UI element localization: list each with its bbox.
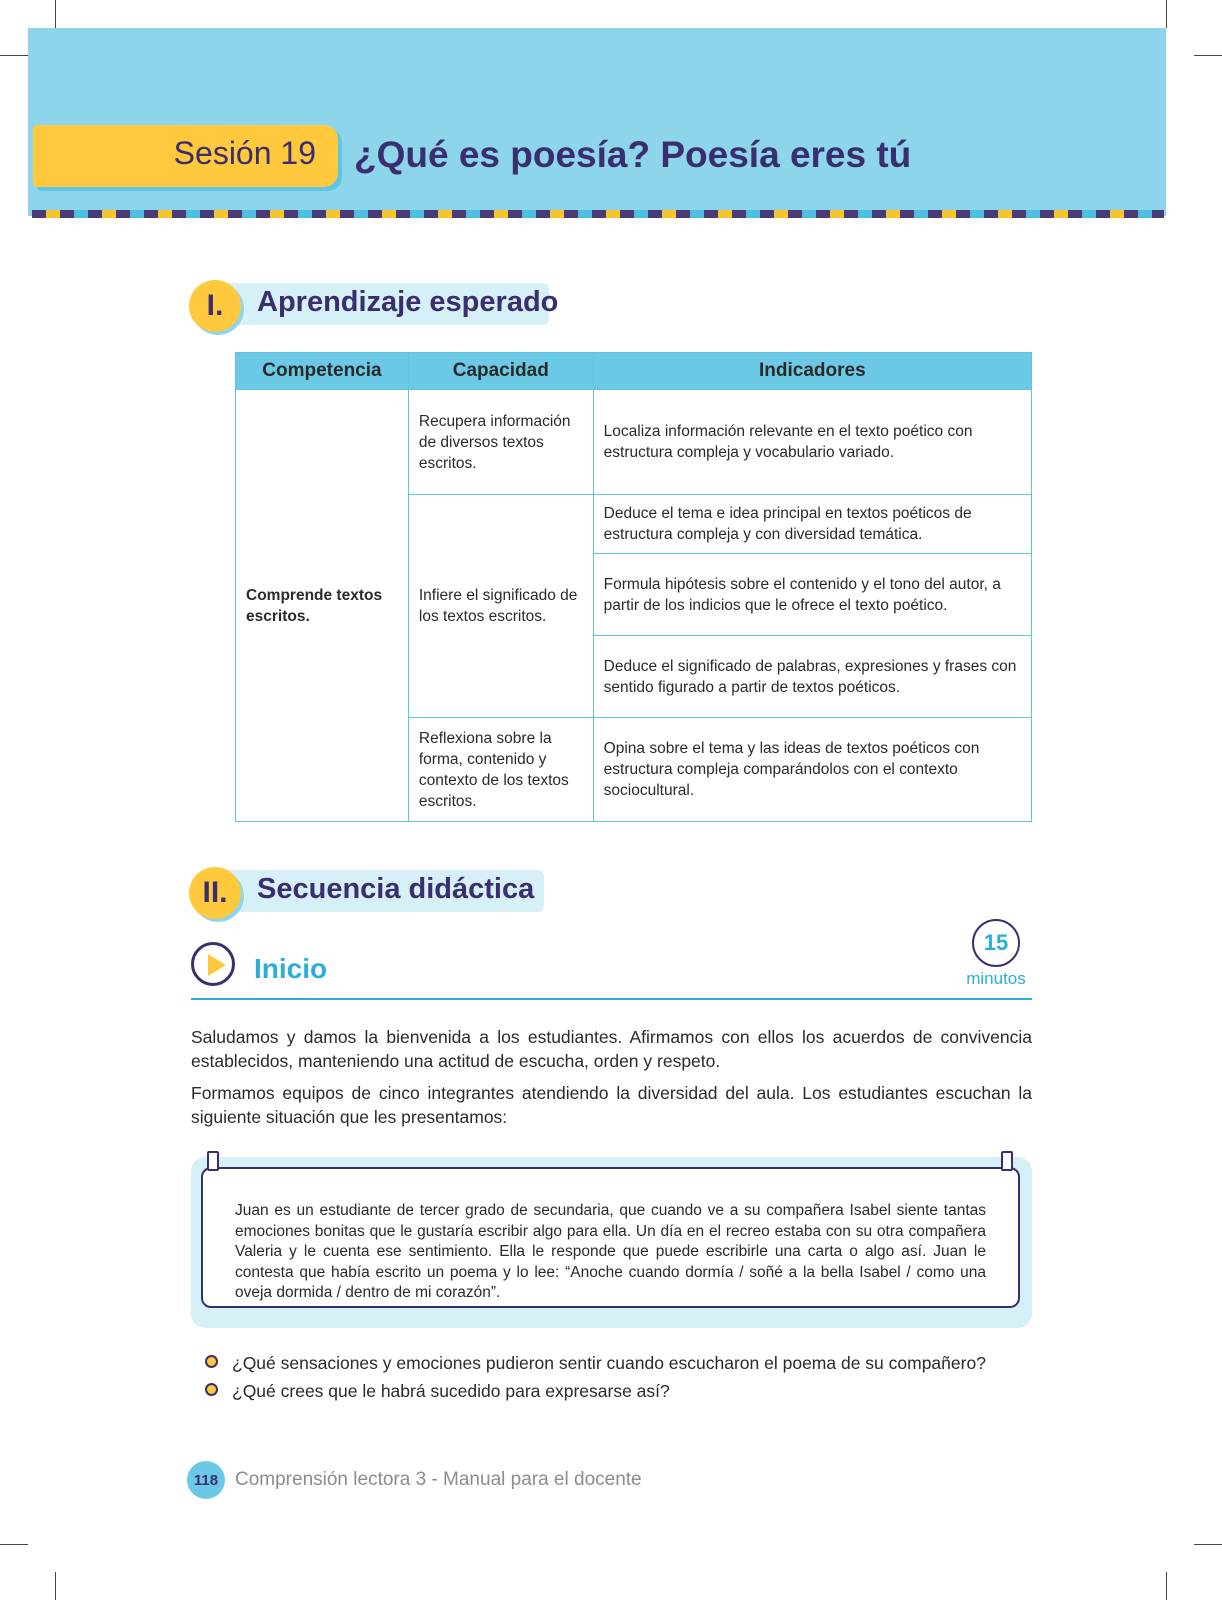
indicador-cell: Deduce el significado de palabras, expresiones y frases con sentido figurado a partir de textos poéticos. xyxy=(593,636,1031,718)
table-row xyxy=(236,390,1032,495)
crop-mark xyxy=(0,55,28,56)
play-icon xyxy=(191,942,235,986)
page-title: ¿Qué es poesía? Poesía eres tú xyxy=(354,134,912,175)
crop-mark xyxy=(55,1572,56,1600)
crop-mark xyxy=(1194,55,1222,56)
indicador-cell: Deduce el tema e idea principal en textos poéticos de estructura compleja y con diversidad temática. xyxy=(593,495,1031,554)
capacidad-cell: Recupera información de diversos textos escritos. xyxy=(408,390,593,495)
book-title: Comprensión lectora 3 - Manual para el docente xyxy=(235,1469,642,1490)
section-heading-secuencia xyxy=(189,867,549,915)
competencia-cell: Comprende textos escritos. xyxy=(236,390,409,822)
section-number: II. xyxy=(189,867,241,919)
capacidad-cell: Reflexiona sobre la forma, contenido y contexto de los textos escritos. xyxy=(408,718,593,822)
section-number: I. xyxy=(189,280,241,332)
bullet-icon xyxy=(205,1383,218,1396)
decorative-dash-strip xyxy=(32,210,1164,218)
question-text: ¿Qué crees que le habrá sucedido para expresarse así? xyxy=(232,1381,670,1401)
question-item xyxy=(205,1353,986,1374)
paragraph: Saludamos y damos la bienvenida a los estudiantes. Afirmamos con ellos los acuerdos de convivencia establecidos, manteniendo una actitud de escucha, orden y respeto. xyxy=(191,1027,1032,1071)
question-item xyxy=(205,1381,670,1402)
clock-icon xyxy=(972,919,1020,967)
page-number: 118 xyxy=(187,1461,225,1499)
crop-mark xyxy=(1166,0,1167,28)
session-label: Sesión 19 xyxy=(173,135,316,171)
indicador-cell: Formula hipótesis sobre el contenido y el tono del autor, a partir de los indicios que le ofrece el texto poético. xyxy=(593,554,1031,636)
crop-mark xyxy=(55,0,56,28)
capacidad-cell: Infiere el significado de los textos escritos. xyxy=(408,495,593,718)
question-text: ¿Qué sensaciones y emociones pudieron sentir cuando escucharon el poema de su compañero? xyxy=(232,1353,986,1373)
learning-table xyxy=(235,352,1032,822)
divider xyxy=(191,998,1032,1000)
indicador-cell: Localiza información relevante en el texto poético con estructura compleja y vocabulario variado. xyxy=(593,390,1031,495)
column-header-capacidad: Capacidad xyxy=(408,353,593,390)
crop-mark xyxy=(1166,1572,1167,1600)
inicio-title: Inicio xyxy=(254,953,328,984)
paragraph: Formamos equipos de cinco integrantes atendiendo la diversidad del aula. Los estudiantes escuchan la siguiente situación que les presentamos: xyxy=(191,1083,1032,1127)
timer-unit: minutos xyxy=(966,969,1026,988)
crop-mark xyxy=(0,1544,28,1545)
section-title: Aprendizaje esperado xyxy=(257,286,559,318)
pin-icon xyxy=(1001,1151,1013,1171)
column-header-competencia: Competencia xyxy=(236,353,409,390)
story-card xyxy=(201,1167,1020,1308)
section-title: Secuencia didáctica xyxy=(257,873,535,905)
story-box xyxy=(191,1157,1032,1328)
indicador-cell: Opina sobre el tema y las ideas de textos poéticos con estructura compleja comparándolos con el contexto sociocultural. xyxy=(593,718,1031,822)
header-banner xyxy=(28,28,1166,216)
table-header-row xyxy=(236,353,1032,390)
bullet-icon xyxy=(205,1355,218,1368)
story-text: Juan es un estudiante de tercer grado de secundaria, que cuando ve a su compañera Isabel siente tantas emociones bonitas que le gustaría escribir algo para ella. Un día en el recreo estaba con su otra compañera Valeria y le cuenta ese sentimiento. Ella le responde que puede escribirle una carta o algo así. Juan le contesta que había escrito un poema y lo lee: “Anoche cuando dormía / soñé a la bella Isabel / como una oveja dormida / dentro de mi corazón”. xyxy=(235,1202,986,1301)
section-heading-aprendizaje xyxy=(189,280,559,328)
session-badge xyxy=(33,125,338,187)
crop-mark xyxy=(1194,1544,1222,1545)
column-header-indicadores: Indicadores xyxy=(593,353,1031,390)
pin-icon xyxy=(207,1151,219,1171)
timer-value: 15 xyxy=(983,930,1009,955)
